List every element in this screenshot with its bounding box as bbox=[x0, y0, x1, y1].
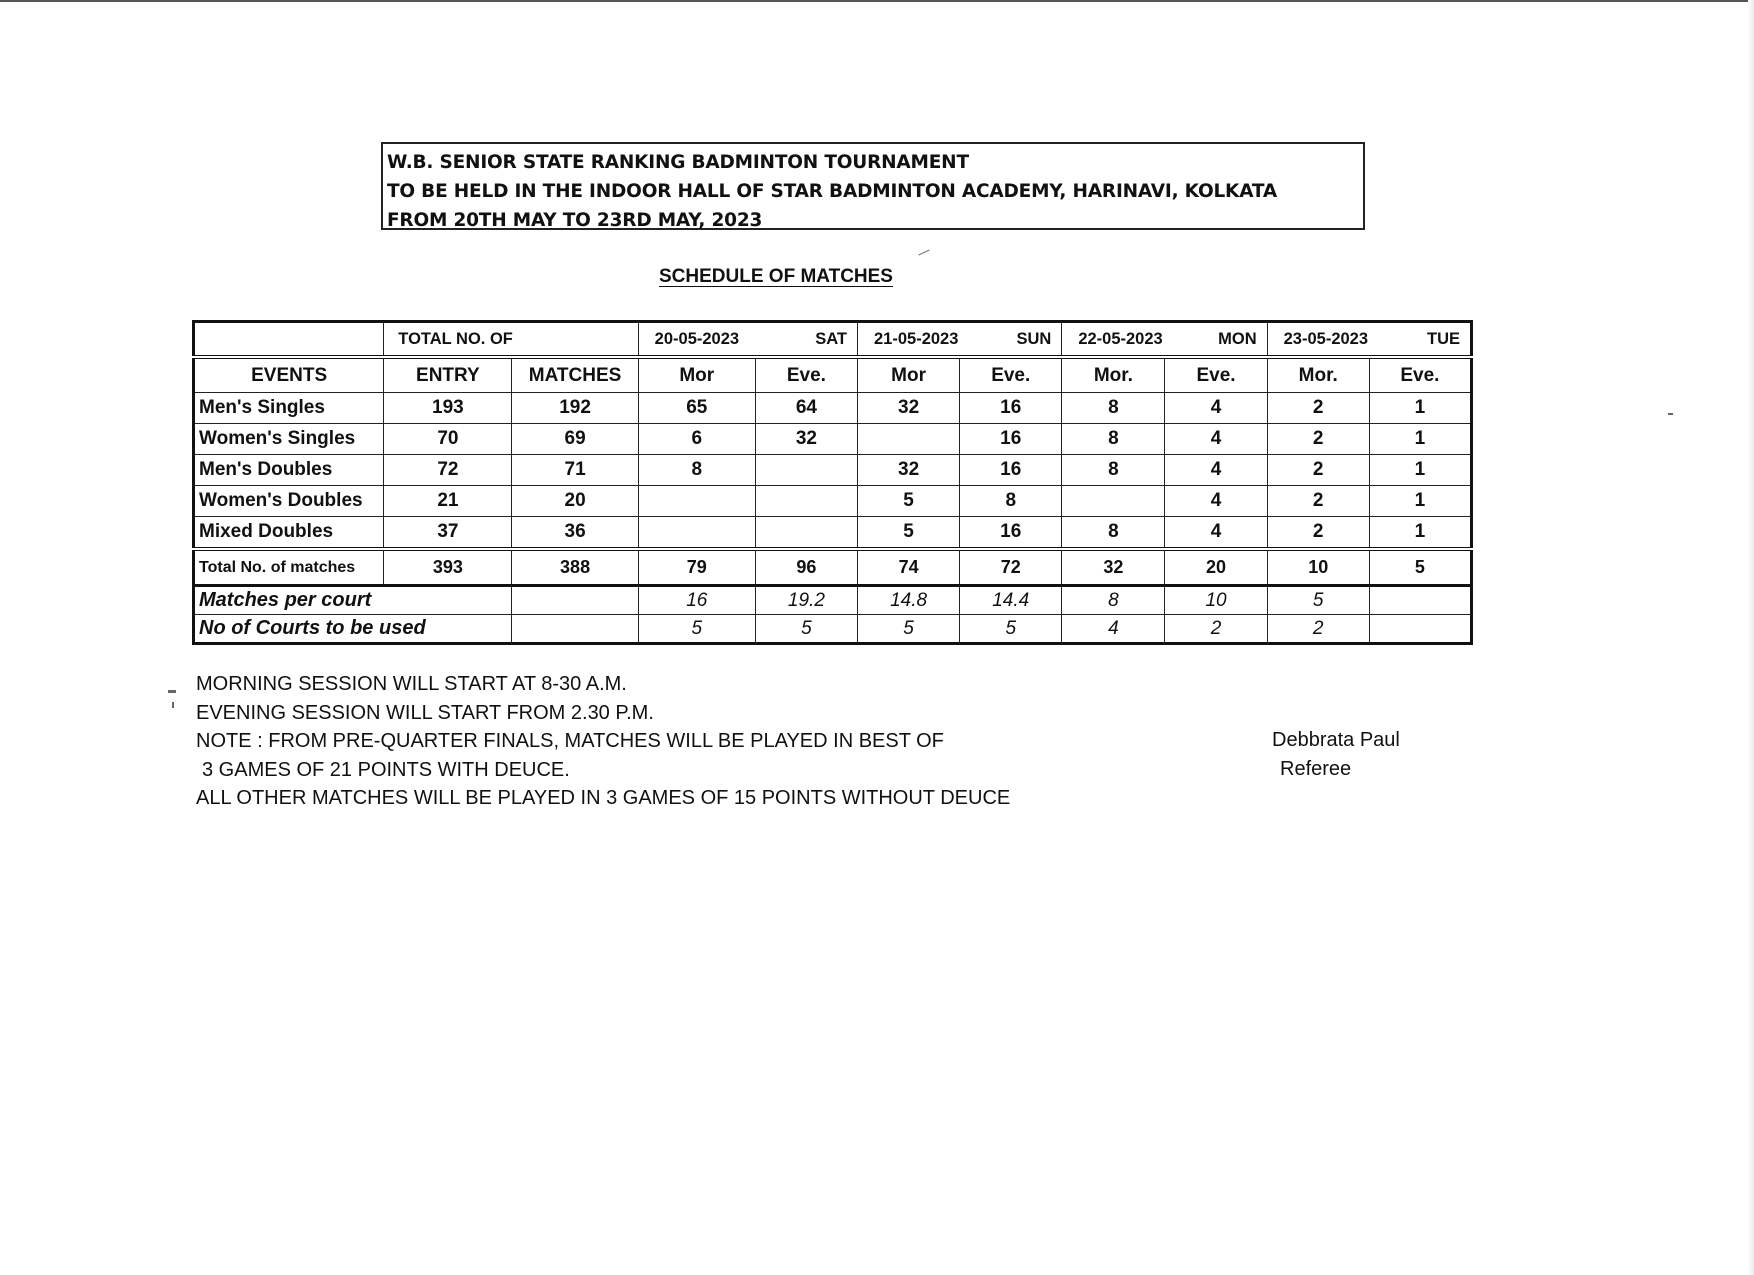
day-date: 22-05-2023 bbox=[1078, 329, 1163, 348]
note-line-4: 3 GAMES OF 21 POINTS WITH DEUCE. bbox=[202, 758, 570, 781]
matches-header: MATCHES bbox=[512, 357, 638, 393]
session-header: Mor. bbox=[1267, 357, 1369, 393]
session-cell: 16 bbox=[960, 517, 1062, 550]
session-header: Eve. bbox=[1165, 357, 1267, 393]
header-line-1: W.B. SENIOR STATE RANKING BADMINTON TOURNAMENT bbox=[387, 152, 969, 173]
note-line-1: MORNING SESSION WILL START AT 8-30 A.M. bbox=[196, 673, 627, 695]
session-cell: 4 bbox=[1165, 455, 1267, 486]
session-header: Mor bbox=[858, 357, 960, 393]
session-header: Mor. bbox=[1062, 357, 1165, 393]
stat-cell: 4 bbox=[1062, 615, 1165, 644]
session-cell: 4 bbox=[1165, 517, 1267, 550]
matches-per-court-row bbox=[194, 586, 1472, 615]
session-cell: 32 bbox=[858, 455, 960, 486]
stat-cell: 5 bbox=[1267, 586, 1369, 615]
session-cell bbox=[638, 486, 755, 517]
session-cell: 16 bbox=[960, 455, 1062, 486]
event-name: Mixed Doubles bbox=[194, 517, 384, 550]
total-session-cell: 96 bbox=[755, 549, 857, 586]
session-cell: 8 bbox=[638, 455, 755, 486]
session-cell: 6 bbox=[638, 424, 755, 455]
scan-speck bbox=[172, 702, 174, 708]
stat-cell bbox=[1369, 615, 1471, 644]
entry-header: ENTRY bbox=[384, 357, 512, 393]
scan-speck bbox=[168, 690, 176, 693]
session-cell: 2 bbox=[1267, 517, 1369, 550]
total-matches-row bbox=[194, 549, 1472, 586]
stat-cell: 2 bbox=[1165, 615, 1267, 644]
day-name: SAT bbox=[815, 329, 847, 348]
session-cell: 4 bbox=[1165, 486, 1267, 517]
stat-cell: 5 bbox=[960, 615, 1062, 644]
day-name: TUE bbox=[1427, 329, 1460, 348]
stat-cell bbox=[1369, 586, 1471, 615]
stat-cell: 16 bbox=[638, 586, 755, 615]
session-cell: 8 bbox=[1062, 517, 1165, 550]
session-cell: 64 bbox=[755, 393, 857, 424]
header-line-2: TO BE HELD IN THE INDOOR HALL OF STAR BADMINTON ACADEMY, HARINAVI, KOLKATA bbox=[387, 181, 1277, 202]
stat-cell: 10 bbox=[1165, 586, 1267, 615]
stat-cell: 14.4 bbox=[960, 586, 1062, 615]
scan-speck bbox=[1668, 413, 1673, 415]
session-cell: 4 bbox=[1165, 424, 1267, 455]
session-cell bbox=[858, 424, 960, 455]
scan-top-edge bbox=[0, 0, 1754, 2]
total-session-cell: 10 bbox=[1267, 549, 1369, 586]
table-row bbox=[194, 517, 1472, 550]
total-session-cell: 20 bbox=[1165, 549, 1267, 586]
session-cell: 8 bbox=[1062, 393, 1165, 424]
day-name: MON bbox=[1218, 329, 1257, 348]
total-no-of-header: TOTAL NO. OF bbox=[384, 322, 638, 358]
session-cell: 8 bbox=[1062, 455, 1165, 486]
session-cell: 1 bbox=[1369, 486, 1471, 517]
total-session-cell: 74 bbox=[858, 549, 960, 586]
day-date: 23-05-2023 bbox=[1283, 329, 1369, 348]
session-header: Eve. bbox=[1369, 357, 1471, 393]
matches-cell: 192 bbox=[512, 393, 638, 424]
day-date: 21-05-2023 bbox=[874, 329, 959, 348]
session-header: Mor bbox=[638, 357, 755, 393]
session-cell bbox=[755, 455, 857, 486]
session-header: Eve. bbox=[755, 357, 857, 393]
referee-name: Debbrata Paul bbox=[1272, 729, 1400, 751]
table-subheader-row bbox=[194, 357, 1472, 393]
session-cell: 32 bbox=[755, 424, 857, 455]
empty-cell bbox=[512, 615, 638, 644]
matches-cell: 69 bbox=[512, 424, 638, 455]
courts-used-label: No of Courts to be used bbox=[194, 615, 512, 644]
session-cell: 16 bbox=[960, 424, 1062, 455]
events-header: EVENTS bbox=[194, 357, 384, 393]
total-session-cell: 5 bbox=[1369, 549, 1471, 586]
stat-cell: 5 bbox=[755, 615, 857, 644]
session-cell bbox=[1062, 486, 1165, 517]
tournament-header-box bbox=[381, 142, 1365, 230]
stat-cell: 19.2 bbox=[755, 586, 857, 615]
total-entry: 393 bbox=[384, 549, 512, 586]
note-line-2: EVENING SESSION WILL START FROM 2.30 P.M. bbox=[196, 701, 654, 724]
event-name: Women's Doubles bbox=[194, 486, 384, 517]
header-line-3: FROM 20TH MAY TO 23RD MAY, 2023 bbox=[387, 210, 763, 231]
session-cell bbox=[755, 517, 857, 550]
empty-cell bbox=[512, 586, 638, 615]
event-name: Women's Singles bbox=[194, 424, 384, 455]
total-session-cell: 32 bbox=[1062, 549, 1165, 586]
day-header-3 bbox=[1062, 322, 1267, 358]
referee-signature-block bbox=[1272, 726, 1400, 783]
total-session-cell: 79 bbox=[638, 549, 755, 586]
note-line-3: NOTE : FROM PRE-QUARTER FINALS, MATCHES WILL BE PLAYED IN BEST OF bbox=[196, 730, 944, 752]
session-cell bbox=[638, 517, 755, 550]
entry-cell: 70 bbox=[384, 424, 512, 455]
table-row bbox=[194, 424, 1472, 455]
event-name: Men's Singles bbox=[194, 393, 384, 424]
session-cell: 1 bbox=[1369, 455, 1471, 486]
table-row bbox=[194, 486, 1472, 517]
session-cell: 65 bbox=[638, 393, 755, 424]
scan-speck bbox=[918, 250, 929, 256]
schedule-title: SCHEDULE OF MATCHES bbox=[659, 266, 893, 287]
session-cell: 8 bbox=[960, 486, 1062, 517]
day-header-1 bbox=[638, 322, 857, 358]
table-header-row bbox=[194, 322, 1472, 358]
table-row bbox=[194, 393, 1472, 424]
scan-right-edge bbox=[1748, 0, 1754, 1275]
stat-cell: 2 bbox=[1267, 615, 1369, 644]
total-matches: 388 bbox=[512, 549, 638, 586]
stat-cell: 5 bbox=[638, 615, 755, 644]
stat-cell: 5 bbox=[858, 615, 960, 644]
entry-cell: 37 bbox=[384, 517, 512, 550]
session-cell bbox=[755, 486, 857, 517]
table-row bbox=[194, 455, 1472, 486]
entry-cell: 193 bbox=[384, 393, 512, 424]
matches-per-court-label: Matches per court bbox=[194, 586, 512, 615]
day-name: SUN bbox=[1016, 329, 1052, 348]
day-header-4 bbox=[1267, 322, 1471, 358]
total-session-cell: 72 bbox=[960, 549, 1062, 586]
session-cell: 1 bbox=[1369, 393, 1471, 424]
session-cell: 2 bbox=[1267, 455, 1369, 486]
empty-corner-cell bbox=[194, 322, 384, 358]
event-name: Men's Doubles bbox=[194, 455, 384, 486]
session-cell: 2 bbox=[1267, 424, 1369, 455]
matches-cell: 36 bbox=[512, 517, 638, 550]
session-cell: 5 bbox=[858, 517, 960, 550]
session-cell: 32 bbox=[858, 393, 960, 424]
day-date: 20-05-2023 bbox=[654, 329, 740, 348]
session-cell: 2 bbox=[1267, 393, 1369, 424]
day-header-2 bbox=[858, 322, 1062, 358]
session-cell: 16 bbox=[960, 393, 1062, 424]
session-cell: 1 bbox=[1369, 424, 1471, 455]
referee-title: Referee bbox=[1280, 757, 1352, 780]
stat-cell: 14.8 bbox=[858, 586, 960, 615]
schedule-table bbox=[192, 320, 1473, 645]
session-cell: 5 bbox=[858, 486, 960, 517]
matches-cell: 71 bbox=[512, 455, 638, 486]
courts-used-row bbox=[194, 615, 1472, 644]
total-label: Total No. of matches bbox=[194, 549, 384, 586]
session-cell: 8 bbox=[1062, 424, 1165, 455]
entry-cell: 72 bbox=[384, 455, 512, 486]
session-cell: 1 bbox=[1369, 517, 1471, 550]
session-cell: 4 bbox=[1165, 393, 1267, 424]
stat-cell: 8 bbox=[1062, 586, 1165, 615]
entry-cell: 21 bbox=[384, 486, 512, 517]
session-notes bbox=[196, 670, 1010, 813]
session-header: Eve. bbox=[960, 357, 1062, 393]
session-cell: 2 bbox=[1267, 486, 1369, 517]
matches-cell: 20 bbox=[512, 486, 638, 517]
note-line-5: ALL OTHER MATCHES WILL BE PLAYED IN 3 GAMES OF 15 POINTS WITHOUT DEUCE bbox=[196, 787, 1011, 809]
